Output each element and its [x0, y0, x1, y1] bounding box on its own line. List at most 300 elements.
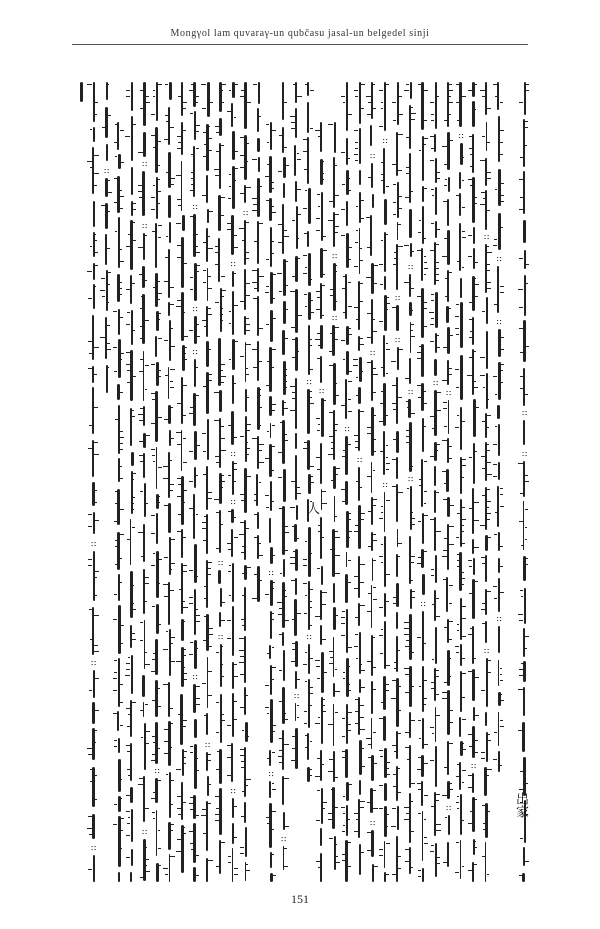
letter-tooth [348, 513, 351, 514]
punctuation-mark: :: [494, 256, 504, 263]
letter-tooth [201, 815, 206, 816]
letter-tooth [266, 124, 270, 125]
letter-tooth [381, 562, 384, 563]
letter-tooth [418, 521, 421, 522]
letter-tooth [127, 823, 130, 824]
letter-tooth [394, 751, 397, 752]
letter-tooth [234, 151, 238, 152]
letter-tooth [449, 446, 452, 447]
letter-tooth [487, 270, 490, 271]
word-stroke [283, 812, 285, 830]
letter-tooth [196, 265, 200, 266]
letter-tooth [297, 705, 299, 706]
letter-tooth [120, 190, 123, 191]
letter-tooth [170, 569, 172, 570]
letter-tooth [482, 563, 485, 564]
letter-tooth [89, 609, 92, 610]
letter-tooth [335, 691, 340, 692]
letter-tooth [227, 745, 232, 746]
letter-tooth [474, 799, 476, 800]
letter-tooth [310, 312, 314, 313]
letter-tooth [214, 499, 218, 500]
letter-tooth [284, 147, 287, 148]
letter-tooth [221, 475, 224, 476]
word-stroke [333, 683, 335, 697]
letter-tooth [431, 189, 434, 190]
word-stroke [459, 193, 461, 216]
letter-tooth [411, 336, 415, 337]
letter-tooth [356, 230, 358, 231]
letter-tooth [348, 842, 352, 843]
letter-tooth [203, 282, 207, 283]
letter-tooth [366, 96, 370, 97]
word-stroke [371, 299, 373, 344]
letter-tooth [487, 108, 491, 109]
word-stroke [334, 836, 337, 870]
letter-tooth [179, 589, 181, 590]
letter-tooth [208, 150, 212, 151]
letter-tooth [120, 317, 124, 318]
word-stroke [460, 407, 462, 450]
letter-tooth [254, 288, 257, 289]
letter-tooth [470, 166, 472, 167]
word-stroke [460, 840, 462, 879]
letter-tooth [272, 318, 277, 319]
letter-tooth [183, 462, 187, 463]
letter-tooth [89, 834, 92, 835]
text-column [429, 82, 441, 882]
letter-tooth [94, 502, 97, 503]
letter-tooth [348, 399, 351, 400]
letter-tooth [379, 849, 384, 850]
word-stroke [182, 345, 185, 371]
letter-tooth [348, 724, 352, 725]
letter-tooth [234, 463, 238, 464]
letter-tooth [367, 362, 370, 363]
word-stroke [93, 855, 95, 882]
letter-tooth [322, 285, 325, 286]
letter-tooth [322, 537, 324, 538]
word-stroke [194, 467, 196, 488]
letter-tooth [177, 496, 181, 497]
word-stroke [207, 82, 210, 117]
letter-tooth [234, 180, 236, 181]
letter-tooth [132, 503, 134, 504]
word-stroke [105, 234, 108, 265]
letter-tooth [87, 161, 92, 162]
letter-tooth [140, 359, 143, 360]
letter-tooth [487, 474, 492, 475]
letter-tooth [315, 130, 320, 131]
letter-tooth [381, 162, 383, 163]
letter-tooth [315, 660, 320, 661]
letter-tooth [272, 206, 274, 207]
letter-tooth [436, 268, 439, 269]
letter-tooth [456, 102, 459, 103]
word-stroke [294, 145, 296, 176]
letter-tooth [183, 502, 185, 503]
letter-tooth [292, 276, 295, 277]
letter-tooth [386, 349, 390, 350]
letter-tooth [303, 273, 307, 274]
letter-tooth [354, 646, 358, 647]
word-stroke [497, 82, 499, 110]
letter-tooth [462, 782, 465, 783]
letter-tooth [145, 577, 149, 578]
word-stroke [371, 718, 373, 749]
letter-tooth [229, 186, 232, 187]
word-stroke [194, 640, 196, 669]
letter-tooth [170, 287, 174, 288]
word-stroke [206, 175, 208, 203]
letter-tooth [445, 296, 447, 297]
letter-tooth [234, 84, 238, 85]
word-stroke [93, 232, 95, 257]
word-stroke [130, 519, 132, 565]
letter-tooth [462, 96, 466, 97]
text-column [479, 82, 491, 882]
word-stroke [523, 556, 525, 581]
letter-tooth [354, 266, 358, 267]
letter-tooth [379, 518, 383, 519]
letter-tooth [90, 246, 92, 247]
word-stroke [486, 658, 488, 707]
word-stroke [396, 731, 398, 759]
word-stroke [295, 549, 298, 571]
letter-tooth [449, 603, 452, 604]
letter-tooth [457, 764, 460, 765]
letter-tooth [228, 856, 231, 857]
letter-tooth [468, 787, 473, 788]
letter-tooth [240, 167, 244, 168]
letter-tooth [246, 476, 251, 477]
letter-tooth [90, 769, 92, 770]
letter-tooth [272, 679, 275, 680]
word-stroke [498, 329, 501, 357]
word-stroke [118, 405, 120, 454]
letter-tooth [279, 750, 282, 751]
word-stroke [156, 513, 158, 544]
punctuation-mark: :: [367, 820, 378, 827]
letter-tooth [493, 464, 498, 465]
letter-tooth [177, 245, 181, 246]
letter-tooth [355, 617, 358, 618]
letter-tooth [444, 767, 447, 768]
letter-tooth [354, 90, 358, 91]
letter-tooth [424, 403, 428, 404]
letter-tooth [202, 683, 207, 684]
letter-tooth [424, 268, 429, 269]
letter-tooth [356, 481, 358, 482]
letter-tooth [215, 264, 219, 265]
word-stroke [155, 722, 158, 764]
letter-tooth [278, 242, 282, 243]
letter-tooth [242, 546, 244, 547]
letter-tooth [379, 421, 383, 422]
letter-tooth [360, 84, 364, 85]
letter-tooth [126, 795, 131, 796]
letter-tooth [240, 656, 244, 657]
word-stroke [194, 316, 196, 344]
letter-tooth [189, 481, 193, 482]
letter-tooth [203, 833, 206, 834]
letter-tooth [177, 478, 181, 479]
letter-tooth [303, 565, 307, 566]
letter-tooth [87, 748, 92, 749]
letter-tooth [170, 328, 173, 329]
letter-tooth [493, 84, 498, 85]
letter-tooth [393, 603, 396, 604]
word-stroke [118, 658, 120, 707]
letter-tooth [221, 90, 223, 91]
letter-tooth [115, 564, 118, 565]
letter-tooth [204, 326, 206, 327]
letter-tooth [183, 108, 186, 109]
letter-tooth [120, 818, 125, 819]
word-stroke [106, 270, 108, 311]
word-stroke [384, 593, 387, 617]
word-stroke [498, 626, 500, 653]
letter-tooth [292, 398, 295, 399]
text-column [264, 82, 276, 882]
letter-tooth [310, 345, 313, 346]
letter-tooth [360, 807, 364, 808]
letter-tooth [500, 720, 504, 721]
letter-tooth [406, 84, 409, 85]
word-stroke [118, 872, 120, 882]
letter-tooth [443, 862, 447, 863]
letter-tooth [500, 592, 504, 593]
letter-tooth [322, 672, 326, 673]
letter-tooth [310, 128, 314, 129]
letter-tooth [280, 422, 282, 423]
letter-tooth [398, 397, 402, 398]
letter-tooth [284, 744, 288, 745]
word-stroke [130, 275, 132, 304]
letter-tooth [462, 157, 465, 158]
letter-tooth [380, 756, 383, 757]
word-stroke [283, 559, 285, 577]
letter-tooth [189, 831, 194, 832]
letter-tooth [272, 130, 276, 131]
letter-tooth [196, 336, 201, 337]
word-stroke [206, 713, 208, 735]
word-stroke [485, 842, 487, 882]
letter-tooth [297, 613, 301, 614]
letter-tooth [183, 679, 187, 680]
letter-tooth [145, 859, 149, 860]
letter-tooth [246, 442, 248, 443]
text-column [391, 82, 403, 882]
word-stroke [245, 722, 248, 742]
word-stroke [372, 558, 374, 581]
letter-tooth [153, 792, 156, 793]
letter-tooth [500, 694, 502, 695]
letter-tooth [329, 663, 333, 664]
letter-tooth [430, 851, 434, 852]
letter-tooth [183, 537, 186, 538]
letter-tooth [411, 113, 416, 114]
letter-tooth [183, 571, 187, 572]
letter-tooth [360, 344, 364, 345]
letter-tooth [474, 197, 477, 198]
letter-tooth [120, 478, 124, 479]
letter-tooth [500, 195, 504, 196]
word-stroke [295, 256, 298, 282]
letter-tooth [221, 308, 223, 309]
letter-tooth [246, 864, 248, 865]
word-stroke [130, 787, 133, 803]
text-column [505, 82, 517, 882]
punctuation-mark: :: [367, 350, 378, 357]
letter-tooth [170, 178, 175, 179]
letter-tooth [291, 327, 295, 328]
letter-tooth [431, 806, 434, 807]
letter-tooth [120, 702, 124, 703]
letter-tooth [318, 136, 320, 137]
letter-tooth [348, 666, 351, 667]
letter-tooth [221, 842, 225, 843]
punctuation-mark: :: [342, 426, 352, 433]
letter-tooth [265, 594, 269, 595]
letter-tooth [335, 844, 338, 845]
mongolian-text-block [74, 82, 530, 882]
letter-tooth [343, 796, 345, 797]
letter-tooth [331, 442, 333, 443]
letter-tooth [360, 664, 362, 665]
letter-tooth [89, 425, 92, 426]
letter-tooth [494, 239, 497, 240]
word-stroke [142, 294, 145, 344]
letter-tooth [242, 240, 244, 241]
word-stroke [321, 192, 323, 241]
letter-tooth [272, 613, 275, 614]
letter-tooth [367, 832, 371, 833]
word-stroke [358, 799, 360, 838]
letter-tooth [94, 102, 98, 103]
letter-tooth [487, 537, 491, 538]
letter-tooth [305, 595, 308, 596]
word-stroke [156, 82, 158, 121]
word-stroke [321, 788, 323, 824]
word-stroke [218, 195, 221, 231]
text-column [150, 82, 162, 882]
text-column [327, 82, 339, 882]
letter-tooth [398, 868, 401, 869]
letter-tooth [318, 717, 320, 718]
letter-tooth [227, 725, 231, 726]
word-stroke [372, 194, 375, 208]
text-column [467, 82, 479, 882]
letter-tooth [132, 283, 135, 284]
word-stroke [155, 273, 157, 307]
word-stroke [345, 436, 348, 475]
letter-tooth [107, 367, 110, 368]
letter-tooth [196, 815, 199, 816]
letter-tooth [483, 823, 485, 824]
word-stroke [169, 222, 171, 243]
letter-tooth [196, 148, 199, 149]
letter-tooth [411, 119, 416, 120]
letter-tooth [259, 444, 264, 445]
word-stroke [447, 82, 449, 127]
letter-tooth [330, 333, 333, 334]
letter-tooth [480, 160, 484, 161]
letter-tooth [221, 620, 225, 621]
letter-tooth [379, 556, 384, 557]
letter-tooth [474, 677, 479, 678]
letter-tooth [246, 368, 248, 369]
word-stroke [105, 203, 108, 229]
letter-tooth [386, 186, 390, 187]
word-stroke [156, 362, 159, 386]
letter-tooth [417, 385, 421, 386]
letter-tooth [128, 234, 131, 235]
text-column [289, 82, 301, 882]
letter-tooth [386, 309, 389, 310]
letter-tooth [177, 531, 181, 532]
letter-tooth [132, 609, 136, 610]
letter-tooth [221, 676, 224, 677]
text-column [251, 82, 263, 882]
letter-tooth [221, 426, 224, 427]
letter-tooth [342, 288, 346, 289]
word-stroke [92, 728, 95, 760]
letter-tooth [227, 223, 231, 224]
letter-tooth [367, 611, 371, 612]
letter-tooth [457, 560, 459, 561]
letter-tooth [335, 531, 339, 532]
letter-tooth [94, 775, 97, 776]
word-stroke [244, 135, 247, 180]
letter-tooth [495, 512, 498, 513]
letter-tooth [177, 839, 181, 840]
letter-tooth [290, 507, 295, 508]
letter-tooth [158, 848, 162, 849]
text-column [441, 82, 453, 882]
letter-tooth [487, 427, 490, 428]
letter-tooth [252, 210, 257, 211]
letter-tooth [424, 90, 428, 91]
letter-tooth [418, 232, 422, 233]
word-stroke [460, 355, 462, 400]
letter-tooth [178, 205, 181, 206]
letter-tooth [411, 310, 413, 311]
letter-tooth [272, 349, 277, 350]
letter-tooth [259, 462, 264, 463]
letter-tooth [469, 457, 472, 458]
letter-tooth [442, 698, 446, 699]
letter-tooth [90, 639, 92, 640]
letter-tooth [127, 751, 130, 752]
letter-tooth [246, 567, 251, 568]
letter-tooth [221, 481, 226, 482]
letter-tooth [267, 713, 269, 714]
letter-tooth [342, 736, 346, 737]
letter-tooth [487, 264, 491, 265]
letter-tooth [449, 308, 451, 309]
letter-tooth [176, 769, 181, 770]
word-stroke [384, 621, 386, 669]
letter-tooth [126, 669, 130, 670]
letter-tooth [500, 227, 503, 228]
letter-tooth [164, 505, 168, 506]
letter-tooth [329, 365, 333, 366]
letter-tooth [189, 803, 193, 804]
letter-tooth [343, 359, 345, 360]
word-stroke [168, 367, 170, 399]
word-stroke [130, 700, 132, 737]
